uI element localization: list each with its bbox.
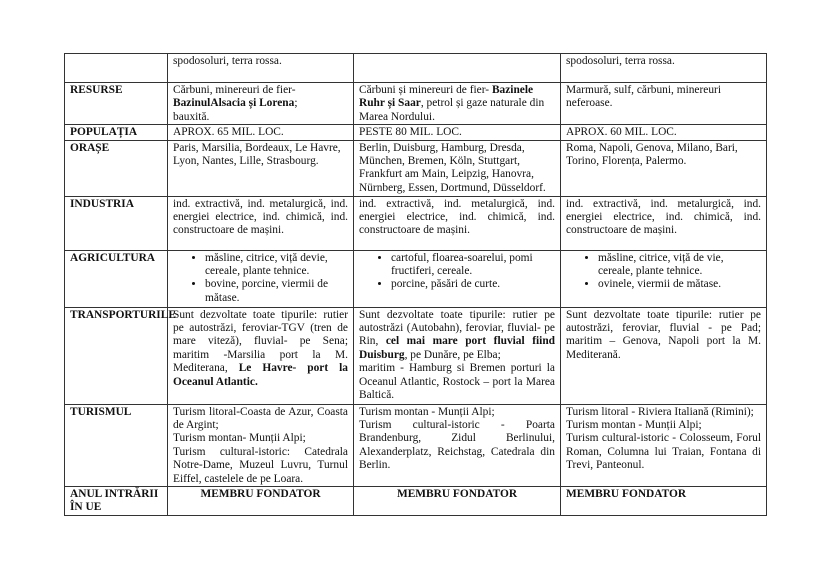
cell-france [168, 250, 354, 307]
cell-paragraph [566, 198, 761, 238]
text: spodosoluri, terra rossa. [566, 55, 675, 67]
row-label: RESURSE [65, 83, 168, 125]
text: Sunt dezvoltate toate tipurile: rutier pe autostrăzi, feroviar, fluvial - pe Pad; maritim – Genova, Napoli port la M. Mediterană. [566, 308, 761, 361]
cell-paragraph [359, 419, 555, 473]
cell-paragraph [359, 309, 555, 363]
bold-text: Bazinele Ruhr și Saar [359, 84, 534, 110]
text: ; [294, 97, 298, 110]
text: Turism montan - Munții Alpi; [566, 419, 702, 432]
cell-germany [354, 54, 561, 83]
text: Cărbuni și minereuri de fier- [359, 84, 492, 96]
cell-germany [354, 83, 561, 125]
cell-germany [354, 196, 561, 250]
bullet-item: • măsline, citrice, viță de vie, cereale, plante tehnice. [598, 252, 761, 279]
text: Turism litoral - Riviera Italiană (Rimini); [566, 405, 754, 418]
text: MEMBRU FONDATOR [396, 488, 518, 501]
cell-paragraph [173, 55, 348, 68]
text: Roma, Napoli, Genova, Milano, Bari, Torino, Florența, Palermo. [566, 141, 738, 168]
table-row [65, 83, 767, 125]
cell-france [168, 307, 354, 404]
cell-paragraph [359, 198, 555, 238]
cell-paragraph [173, 432, 348, 445]
cell-paragraph [566, 84, 761, 111]
cell-paragraph [359, 488, 555, 501]
cell-paragraph [566, 142, 761, 169]
text: , pe Dunăre, pe Elba; [404, 348, 501, 361]
cell-germany [354, 140, 561, 196]
cell-paragraph [359, 406, 555, 419]
cell-paragraph [359, 142, 555, 196]
cell-paragraph [566, 419, 761, 432]
table-body [65, 54, 767, 516]
cell-france [168, 487, 354, 516]
text: ind. extractivă, ind. metalurgică, ind. energiei electrice, ind. chimică, ind. constructoare de mașini. [359, 197, 555, 237]
text: Turism cultural-istoric - Poarta Brandenburg, Zidul Berlinului, Alexanderplatz, Reichstag, Catedrala din Berlin. [359, 419, 555, 472]
bullet-item: • porcine, păsări de curte. [391, 278, 555, 291]
row-label: INDUSTRIA [65, 196, 168, 250]
cell-italy [561, 125, 767, 140]
cell-germany [354, 307, 561, 404]
cell-paragraph [173, 111, 348, 124]
cell-france [168, 196, 354, 250]
bullet-item: • bovine, porcine, viermii de mătase. [205, 278, 348, 305]
cell-france [168, 404, 354, 486]
bullet-list [173, 252, 348, 306]
text: ind. extractivă, ind. metalurgică, ind. energiei electrice, ind. chimică, ind. constructoare de mașini. [173, 197, 348, 237]
cell-france [168, 140, 354, 196]
text: MEMBRU FONDATOR [200, 488, 321, 501]
table-row [65, 487, 767, 516]
table-row [65, 404, 767, 486]
text: bauxită. [173, 110, 210, 123]
table-row [65, 196, 767, 250]
text: ind. extractivă, ind. metalurgică, ind. energiei electrice, ind. chimică, ind. constructoare de mașini. [566, 197, 761, 237]
row-label [65, 54, 168, 83]
bold-text: Le Havre- port la Oceanul Atlantic. [173, 362, 348, 388]
text: PESTE 80 MIL. LOC. [359, 126, 462, 139]
text: MEMBRU FONDATOR [566, 488, 687, 501]
text: Turism litoral-Coasta de Azur, Coasta de Argint; [173, 405, 348, 432]
bold-text: BazinulAlsacia și Lorena [173, 97, 295, 110]
cell-paragraph [173, 488, 348, 501]
row-label: AGRICULTURA [65, 250, 168, 307]
text: Turism montan- Munții Alpi; [173, 432, 306, 445]
text: Cărbuni, minereuri de fier- [173, 84, 296, 96]
text: APROX. 60 MIL. LOC. [566, 126, 677, 139]
cell-paragraph [173, 309, 348, 389]
cell-france [168, 83, 354, 125]
cell-france [168, 125, 354, 140]
cell-italy [561, 250, 767, 307]
text: maritim - Hamburg si Bremen porturi la Oceanul Atlantic, Rostock – port la Marea Baltică. [359, 362, 555, 402]
cell-italy [561, 140, 767, 196]
cell-paragraph [173, 446, 348, 486]
cell-paragraph [566, 309, 761, 363]
row-label: TURISMUL [65, 404, 168, 486]
cell-italy [561, 196, 767, 250]
cell-italy [561, 404, 767, 486]
cell-paragraph [566, 406, 761, 419]
cell-paragraph [566, 432, 761, 472]
text: Turism montan - Munții Alpi; [359, 405, 495, 418]
cell-germany [354, 404, 561, 486]
bullet-list [566, 252, 761, 292]
cell-paragraph [566, 55, 761, 68]
bullet-item: • măsline, citrice, viță devie, cereale, plante tehnice. [205, 252, 348, 279]
text: spodosoluri, terra rossa. [173, 55, 282, 67]
cell-italy [561, 307, 767, 404]
row-label: ORAȘE [65, 140, 168, 196]
cell-italy [561, 487, 767, 516]
cell-italy [561, 54, 767, 83]
bullet-item: • ovinele, viermii de mătase. [598, 278, 761, 291]
row-label: ANUL INTRĂRII ÎN UE [65, 487, 168, 516]
cell-germany [354, 487, 561, 516]
table-row [65, 307, 767, 404]
cell-germany [354, 250, 561, 307]
text: Turism cultural-istoric: Catedrala Notre-Dame, Muzeul Luvru, Turnul Eiffel, castelele de pe Loara. [173, 445, 348, 485]
row-label: TRANSPORTURILE [65, 307, 168, 404]
text: Turism cultural-istoric - Colosseum, Forul Roman, Columna lui Traian, Fontana di Trevi, Panteonul. [566, 432, 761, 472]
text: Sunt dezvoltate toate tipurile: rutier pe autostrăzi (Autobahn), feroviar, fluvial- pe Rin, [359, 308, 555, 348]
cell-paragraph [566, 488, 761, 501]
cell-germany [354, 125, 561, 140]
text: , petrol și gaze naturale din Marea Nordului. [359, 97, 545, 123]
text: APROX. 65 MIL. LOC. [173, 126, 284, 139]
cell-paragraph [359, 126, 555, 139]
table-row [65, 140, 767, 196]
bold-text: cel mai mare port fluvial fiind Duisburg [359, 335, 555, 361]
cell-paragraph [173, 406, 348, 433]
cell-paragraph [173, 126, 348, 139]
text: Marmură, sulf, cărbuni, minereuri neferoase. [566, 84, 721, 110]
table-row [65, 125, 767, 140]
cell-france [168, 54, 354, 83]
cell-paragraph [173, 84, 348, 97]
text: Sunt dezvoltate toate tipurile: rutier pe autostrăzi, feroviar-TGV (tren de mare viteză), fluvial- pe Sena; maritim -Marsilia port la M. Mediterana, [173, 308, 348, 375]
bullet-item: • cartoful, floarea-soarelui, pomi fructiferi, cereale. [391, 252, 555, 279]
cell-paragraph [173, 198, 348, 238]
cell-italy [561, 83, 767, 125]
cell-paragraph [173, 97, 348, 110]
cell-paragraph [566, 126, 761, 139]
cell-paragraph [359, 84, 555, 124]
table-row [65, 54, 767, 83]
bullet-list [359, 252, 555, 292]
cell-paragraph [359, 362, 555, 402]
text: Berlin, Duisburg, Hamburg, Dresda, München, Bremen, Köln, Stuttgart, Frankfurt am Main, Leipzig, Hanovra, Nürnberg, Essen, Dortmund, Düsseldorf. [359, 141, 546, 194]
table-row [65, 250, 767, 307]
text: Paris, Marsilia, Bordeaux, Le Havre, Lyon, Nantes, Lille, Strasbourg. [173, 141, 341, 168]
country-comparison-table [64, 53, 767, 516]
row-label: POPULAȚIA [65, 125, 168, 140]
cell-paragraph [173, 142, 348, 169]
